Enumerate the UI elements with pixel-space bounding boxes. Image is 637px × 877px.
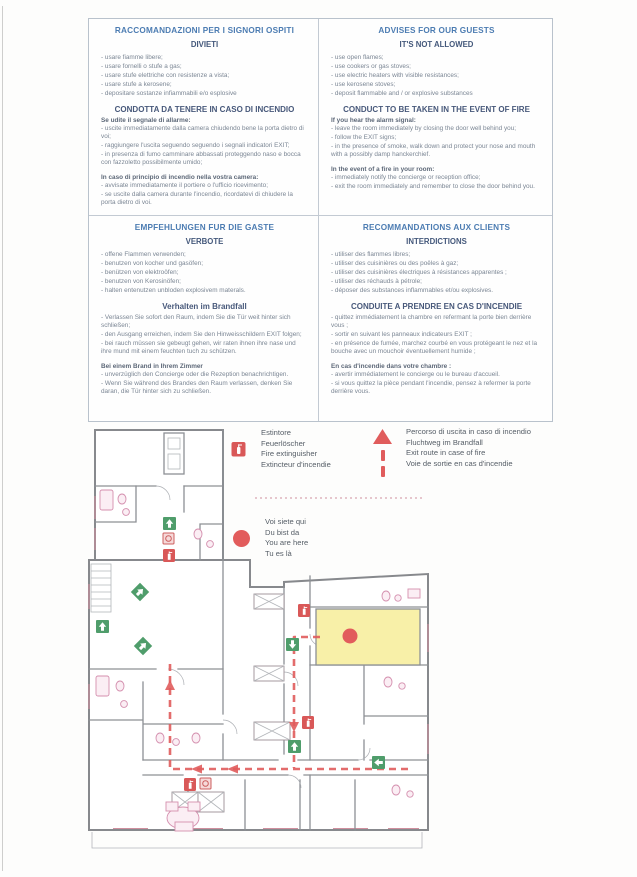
notice-quadrant-italian bbox=[89, 19, 318, 216]
prohibition-list-german bbox=[101, 251, 308, 295]
legend-label: Percorso di uscita in caso di incendio bbox=[406, 427, 531, 436]
rule-item: - usare fornelli o stufe a gas; bbox=[101, 62, 182, 70]
notice-lead-italian: Se udite il segnale di allarme: bbox=[101, 116, 191, 124]
rule-item: - quittez immédiatement la chambre en refermant la porte bien derrière vous ; bbox=[331, 313, 532, 329]
rule-item: - use open flames; bbox=[331, 53, 384, 61]
rule-item: - use cookers or gas stoves; bbox=[331, 62, 411, 70]
legend-label: Fire extinguisher bbox=[261, 449, 318, 459]
notice-quadrant-german bbox=[89, 216, 318, 421]
rule-item: - utiliser des cuisinières électriques à résistances apparentes ; bbox=[331, 268, 507, 276]
legend-label: Feuerlöscher bbox=[261, 438, 306, 448]
notice-subtitle-italian: DIVIETI bbox=[190, 40, 219, 50]
legend-label: Voie de sortie en cas d'incendie bbox=[406, 458, 513, 468]
rule-item: - immediately notify the concierge or reception office; bbox=[331, 173, 481, 181]
notice-heading2-english: CONDUCT TO BE TAKEN IN THE EVENT OF FIRE bbox=[343, 104, 530, 114]
conduct-list-english bbox=[331, 125, 542, 159]
exit-sign-icon bbox=[288, 740, 301, 753]
rule-item: - den Ausgang erreichen, indem Sie den Hinweisschildern EXIT folgen; bbox=[101, 330, 302, 338]
rule-item: - benützen von elektroöfen; bbox=[101, 268, 179, 276]
notice-lead2-french: En cas d'incendie dans votre chambre : bbox=[331, 362, 452, 370]
rule-item: - sortir en suivant les panneaux indicateurs EXIT ; bbox=[331, 330, 472, 338]
notice-title-italian: RACCOMANDAZIONI PER I SIGNORI OSPITI bbox=[114, 26, 295, 35]
rule-item: - leave the room immediately by closing the door well behind you; bbox=[331, 124, 517, 132]
fire-extinguisher-map-icon bbox=[184, 778, 196, 791]
legend-label: You are here bbox=[265, 538, 309, 548]
rule-item: - halten entenutzen unbloden explosivem materals. bbox=[101, 286, 246, 294]
conduct-list-italian bbox=[101, 125, 308, 167]
rule-item: - si vous quittez la pièce pendant l'incendie, pensez à refermer la porte derrière vous. bbox=[331, 379, 531, 395]
notice-subtitle-english: IT'S NOT ALLOWED bbox=[399, 40, 474, 50]
notice-lead2-german: Bei einem Brand in Ihrem Zimmer bbox=[101, 362, 203, 370]
floor-plan bbox=[88, 424, 432, 864]
rule-item: - avertir immédiatement le concierge ou le bureau d'accueil. bbox=[331, 370, 500, 378]
room-fire-list-italian bbox=[101, 182, 308, 207]
rule-item: - utiliser des réchauds à pétrole; bbox=[331, 277, 422, 285]
rule-item: - benutzen von Kerosinöfen; bbox=[101, 277, 181, 285]
rule-item: - usare stufe elettriche con resistenze a vista; bbox=[101, 71, 230, 79]
rule-item: - utiliser des flammes libres; bbox=[331, 250, 411, 258]
rule-item: - déposer des substances inflammables et/ou explosives. bbox=[331, 286, 493, 294]
rule-item: - avvisate immediatamente il portiere o l'ufficio ricevimento; bbox=[101, 181, 268, 189]
fire-hose-icon bbox=[163, 533, 174, 544]
rule-item: - bei rauch müssen sie gebeugt gehen, wir raten ihnen ihre nase und ihre mund mit einem feuchten tuch zu schützen. bbox=[101, 339, 296, 355]
rule-item: - en présence de fumée, marchez courbé en vous protégeant le nez et la bouche avec un mouchoir éventuellement humide ; bbox=[331, 339, 538, 355]
page-scan-edge bbox=[2, 6, 3, 871]
legend-label: Exit route in case of fire bbox=[406, 448, 486, 458]
rule-item: - unverzüglich den Concierge oder die Rezeption benachrichtigen. bbox=[101, 370, 289, 378]
highlighted-room-you-are-here bbox=[316, 609, 420, 665]
legend-label: Fluchtweg im Brandfall bbox=[406, 437, 483, 447]
exit-sign-icon bbox=[372, 756, 385, 769]
notice-subtitle-french: INTERDICTIONS bbox=[406, 237, 467, 247]
rule-item: - use electric heaters with visible resistances; bbox=[331, 71, 459, 79]
rule-item: - raggiungere l'uscita seguendo seguendo i segnali indicatori EXIT; bbox=[101, 141, 290, 149]
rule-item: - usare fiamme libere; bbox=[101, 53, 163, 61]
notice-lead-english: If you hear the alarm signal: bbox=[331, 116, 416, 124]
rule-item: - in presenza di fumo camminare abbassati proteggendo naso e bocca con fazzoletto possibilmente umido; bbox=[101, 150, 301, 166]
legend-label: Extincteur d'incendie bbox=[261, 459, 331, 469]
fire-hose-icon bbox=[200, 778, 211, 789]
legend-label: Tu es là bbox=[265, 548, 292, 558]
rule-item: - uscite immediatamente dalla camera chiudendo bene la porta dietro di voi; bbox=[101, 124, 304, 140]
rule-item: - offene Flammen verwenden; bbox=[101, 250, 186, 258]
prohibition-list-italian bbox=[101, 54, 308, 98]
rule-item: - follow the EXIT signs; bbox=[331, 133, 397, 141]
rule-item: - use kerosene stoves; bbox=[331, 80, 396, 88]
conduct-list-french bbox=[331, 314, 542, 356]
rule-item: - depositare sostanze infiammabili e/o esplosive bbox=[101, 89, 237, 97]
notice-title-french: RECOMMANDATIONS AUX CLIENTS bbox=[362, 223, 511, 232]
rule-item: - benutzen von kocher und gasöfen; bbox=[101, 259, 203, 267]
rule-item: - se uscite dalla camera durante l'incendio, ricordatevi di chiudere la porta dietro di voi. bbox=[101, 190, 293, 206]
rule-item: - in the presence of smoke, walk down and protect your nose and mouth with a possibly damp hanckerchief. bbox=[331, 142, 536, 158]
rule-item: - Verlassen Sie sofort den Raum, indem Sie die Tür weit hinter sich schließen; bbox=[101, 313, 291, 329]
legend-label: Estintore bbox=[261, 428, 291, 437]
rule-item: - utiliser des cuisinières ou des poêles à gaz; bbox=[331, 259, 459, 267]
exit-sign-icon bbox=[286, 638, 299, 651]
notice-subtitle-german: VERBOTE bbox=[185, 237, 224, 247]
conduct-list-german bbox=[101, 314, 308, 356]
notice-title-german: EMPFEHLUNGEN FUR DIE GASTE bbox=[134, 223, 275, 232]
rule-item: - deposit flammable and / or explosive substances bbox=[331, 89, 473, 97]
rule-item: - exit the room immediately and remember to close the door behind you. bbox=[331, 182, 535, 190]
notice-lead2-italian: In caso di principio di incendio nella vostra camera: bbox=[101, 173, 259, 181]
notice-heading2-french: CONDUITE A PRENDRE EN CAS D'INCENDIE bbox=[350, 301, 523, 311]
notice-quadrant-french bbox=[318, 216, 552, 421]
rule-item: - Wenn Sie während des Brandes den Raum verlassen, denken Sie daran, die Tür hinter sich zu schließen. bbox=[101, 379, 293, 395]
notice-heading2-german: Verhalten im Brandfall bbox=[162, 301, 247, 311]
exit-sign-icon bbox=[163, 517, 176, 530]
notice-lead2-english: In the event of a fire in your room: bbox=[331, 165, 435, 173]
room-fire-list-french bbox=[331, 371, 542, 396]
fire-extinguisher-map-icon bbox=[302, 716, 314, 729]
prohibition-list-english bbox=[331, 54, 542, 98]
rule-item: - usare stufe a kerosene; bbox=[101, 80, 172, 88]
prohibition-list-french bbox=[331, 251, 542, 295]
fire-extinguisher-map-icon bbox=[163, 549, 175, 562]
legend-label: Voi siete qui bbox=[265, 517, 306, 526]
fire-extinguisher-map-icon bbox=[298, 604, 310, 617]
room-fire-list-german bbox=[101, 371, 308, 396]
notice-board bbox=[88, 18, 553, 422]
room-fire-list-english bbox=[331, 174, 542, 191]
exit-sign-icon bbox=[96, 620, 109, 633]
notice-title-english: ADVISES FOR OUR GUESTS bbox=[378, 26, 495, 35]
legend-label: Du bist da bbox=[265, 527, 300, 537]
notice-quadrant-english bbox=[318, 19, 552, 216]
you-are-here-marker bbox=[343, 629, 358, 644]
notice-heading2-italian: CONDOTTA DA TENERE IN CASO DI INCENDIO bbox=[114, 104, 295, 114]
